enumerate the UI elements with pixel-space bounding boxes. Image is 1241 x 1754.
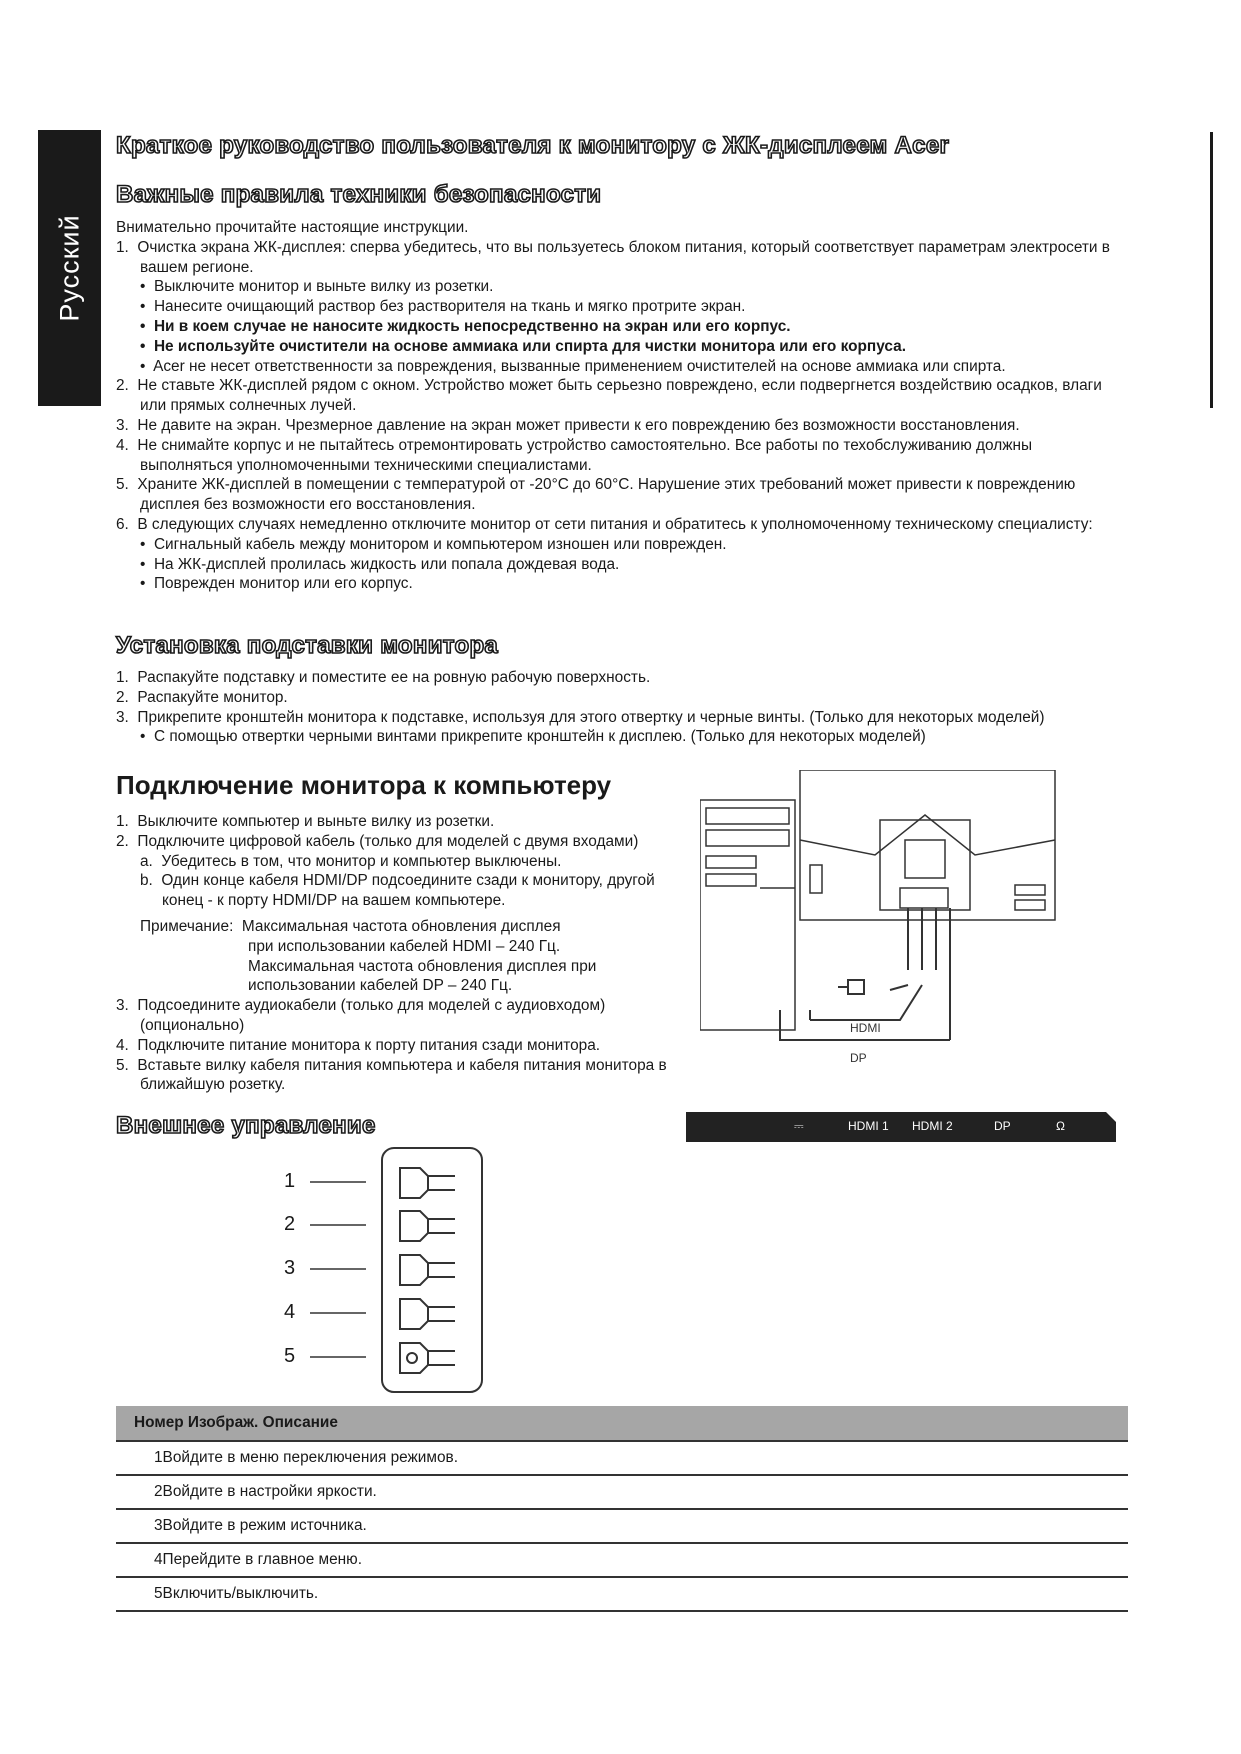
safety-bullet-7: • На ЖК-дисплей пролилась жидкость или попала дождевая вода.: [140, 555, 620, 573]
control-number-4: 4: [284, 1301, 296, 1323]
note-line-4: использовании кабелей DP – 240 Гц.: [248, 977, 513, 995]
table-row: 4Перейдите в главное меню.: [116, 1544, 1128, 1578]
connect-heading: Подключение монитора к компьютеру: [116, 770, 612, 800]
connect-step-1: 1. Выключите компьютер и выньте вилку из розетки.: [116, 813, 495, 830]
safety-item-5: 5. Храните ЖК-дисплей в помещении с температурой от -20°C до 60°C. Нарушение этих требований может привести к повреждению дисплея без возможности его восстановления.: [116, 476, 1076, 514]
safety-bullet-5: • Acer не несет ответственности за повреждения, вызванные применением очистителей на основе аммиака или спирта.: [140, 357, 1006, 375]
diagram-dp-label: DP: [850, 1051, 867, 1065]
table-row: 5Включить/выключить.: [116, 1578, 1128, 1612]
control-number-2: 2: [284, 1213, 296, 1235]
port-label-bar: [686, 1112, 1116, 1142]
language-label: Русский: [54, 214, 84, 322]
stand-section: [116, 668, 1128, 747]
headphone-port-icon: Ω: [1056, 1119, 1065, 1133]
port-label-hdmi1: HDMI 1: [848, 1119, 889, 1133]
safety-bullet-6: • Сигнальный кабель между монитором и компьютером изношен или поврежден.: [140, 535, 727, 553]
stand-step-3-bullet: • С помощью отвертки черными винтами прикрепите кронштейн к дисплею. (Только для некоторых моделей): [140, 728, 926, 746]
main-title: Краткое руководство пользователя к монитору с ЖК-дисплеем Acer: [116, 132, 950, 159]
stand-step-1: 1. Распакуйте подставку и поместите ее на ровную рабочую поверхность.: [116, 669, 651, 686]
connect-section: [116, 812, 676, 1095]
safety-section: [116, 218, 1116, 594]
note-line-2: при использовании кабелей HDMI – 240 Гц.: [248, 937, 561, 955]
stand-step-3: 3. Прикрепите кронштейн монитора к подставке, используя для этого отвертку и черные винты. (Только для некоторых моделей): [116, 708, 1045, 726]
control-number-1: 1: [284, 1170, 296, 1192]
note-line-1: Примечание: Максимальная частота обновления дисплея: [140, 917, 561, 935]
connect-step-2b: b. Один конце кабеля HDMI/DP подсоедините сзади к монитору, другой конец - к порту HDMI/DP на вашем компьютере.: [140, 872, 655, 910]
safety-bullet-8: • Поврежден монитор или его корпус.: [140, 575, 413, 593]
table-row: 1Войдите в меню переключения режимов.: [116, 1442, 1128, 1476]
safety-bullet-1: • Выключите монитор и выньте вилку из розетки.: [140, 278, 494, 296]
connect-step-3: 3. Подсоедините аудиокабели (только для моделей с аудиовходом) (опционально): [116, 997, 606, 1034]
power-port-icon: ⎓: [794, 1119, 804, 1133]
controls-heading: Внешнее управление: [116, 1112, 376, 1139]
right-margin-rule: [1210, 132, 1213, 408]
connection-diagram: [700, 770, 1060, 1080]
safety-bullet-2: • Нанесите очищающий раствор без растворителя на ткань и мягко протрите экран.: [140, 298, 746, 316]
table-row: 3Войдите в режим источника.: [116, 1510, 1128, 1544]
pc-tower-icon: [700, 800, 795, 1030]
connect-step-4: 4. Подключите питание монитора к порту питания сзади монитора.: [116, 1036, 601, 1054]
diagram-hdmi-label: HDMI: [850, 1021, 881, 1035]
control-number-5: 5: [284, 1345, 296, 1367]
safety-intro: Внимательно прочитайте настоящие инструкции.: [116, 219, 469, 236]
port-label-dp: DP: [994, 1119, 1011, 1133]
safety-item-2: 2. Не ставьте ЖК-дисплей рядом с окном. Устройство может быть серьезно повреждено, если подвергнется воздействию осадков, влаги или прямых солнечных лучей.: [116, 377, 1102, 415]
note-line-3: Максимальная частота обновления дисплея при: [248, 957, 597, 975]
safety-item-3: 3. Не давите на экран. Чрезмерное давление на экран может привести к его повреждению без возможности восстановления.: [116, 416, 1020, 434]
safety-item-1: 1. Очистка экрана ЖК-дисплея: сперва убедитесь, что вы пользуетесь блоком питания, который соответствует параметрам электросети в вашем регионе.: [116, 238, 1110, 276]
safety-bullet-4: • Не используйте очистители на основе аммиака или спирта для чистки монитора или его корпуса.: [140, 337, 906, 355]
connect-step-2a: a. Убедитесь в том, что монитор и компьютер выключены.: [140, 852, 562, 870]
safety-heading: Важные правила техники безопасности: [116, 181, 602, 208]
controls-table: [116, 1406, 1128, 1612]
stand-heading: Установка подставки монитора: [116, 632, 499, 659]
connect-step-5: 5. Вставьте вилку кабеля питания компьютера и кабеля питания монитора в ближайшую розетку.: [116, 1056, 667, 1094]
stand-step-2: 2. Распакуйте монитор.: [116, 688, 288, 706]
control-number-3: 3: [284, 1257, 296, 1279]
table-header: Номер Изображ. Описание: [116, 1406, 1128, 1442]
language-tab: [38, 130, 101, 406]
safety-item-6: 6. В следующих случаях немедленно отключите монитор от сети питания и обратитесь к уполномоченному техническому специалисту:: [116, 515, 1093, 533]
safety-item-4: 4. Не снимайте корпус и не пытайтесь отремонтировать устройство самостоятельно. Все работы по техобслуживанию должны выполняться уполномоченными техническими специалистами.: [116, 436, 1033, 474]
table-row: 2Войдите в настройки яркости.: [116, 1476, 1128, 1510]
monitor-back-icon: [800, 770, 1055, 920]
port-label-hdmi2: HDMI 2: [912, 1119, 953, 1133]
safety-bullet-3: • Ни в коем случае не наносите жидкость непосредственно на экран или его корпус.: [140, 317, 791, 335]
connect-step-2: 2. Подключите цифровой кабель (только для моделей с двумя входами): [116, 832, 639, 850]
